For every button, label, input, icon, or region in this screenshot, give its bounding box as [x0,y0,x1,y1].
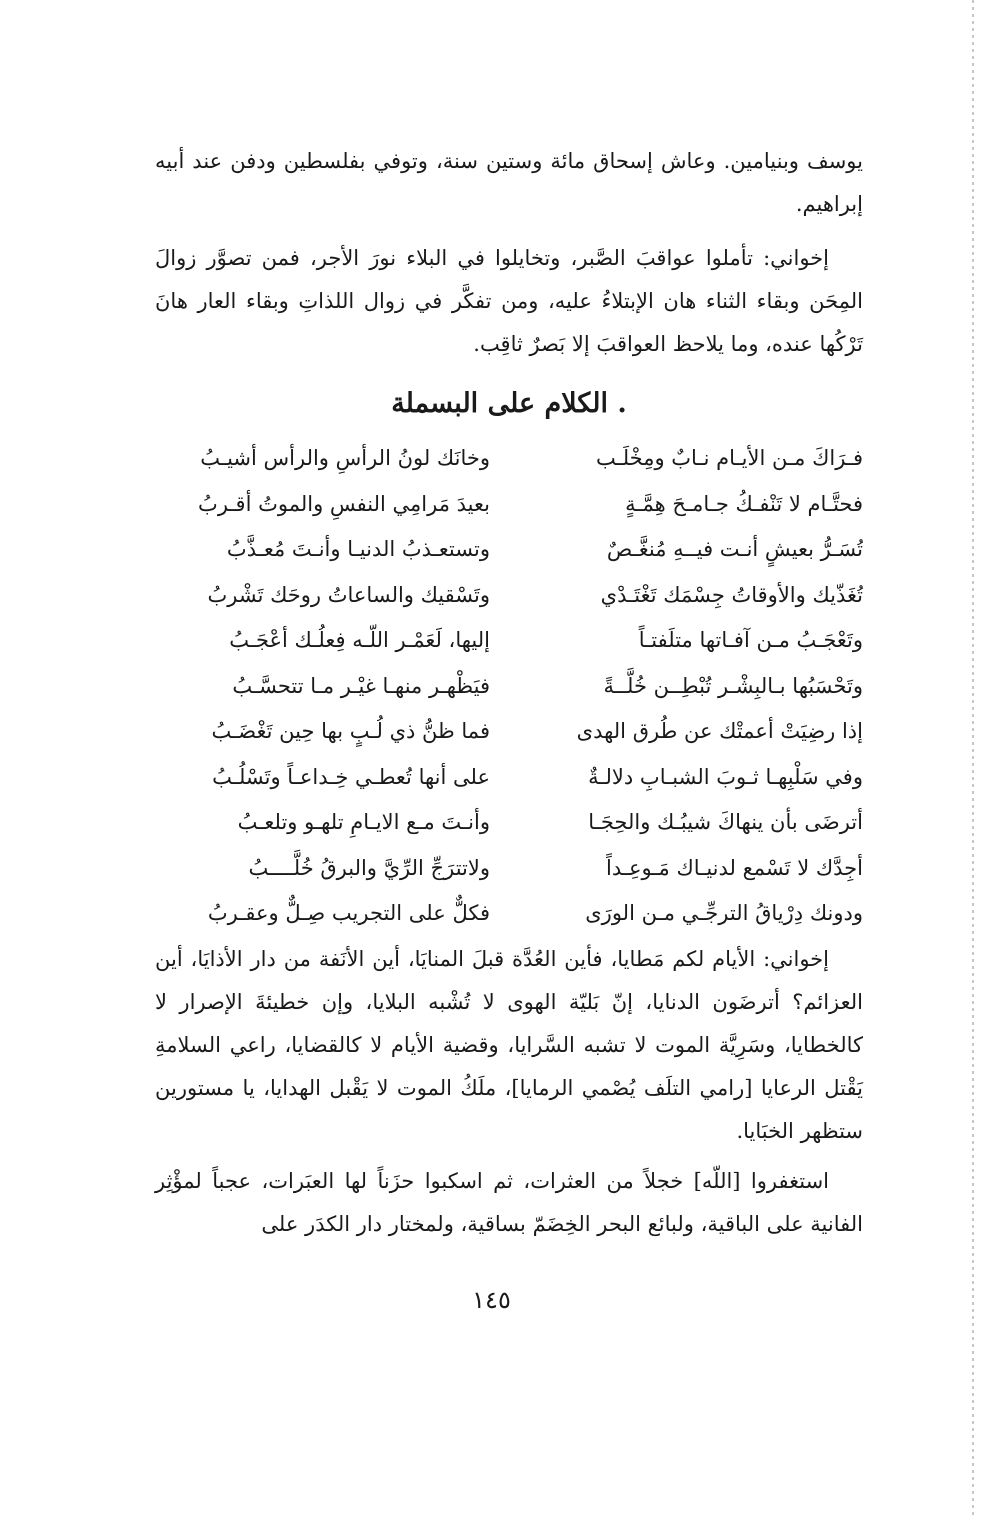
paragraph-days [155,938,863,1153]
verse-first-hemistich: ودونك دِرْياقُ الترجِّـي مـن الورَى [585,901,863,925]
verse-first-hemistich: فـرَاكَ مـن الأيـام نـابٌ ومِخْلَـب [595,446,863,470]
poem-verse [155,618,863,664]
poem-verse [155,891,863,937]
poem-verse [155,482,863,528]
verse-first-hemistich: تُغَذّيك والأوقاتُ جِسْمَك تَغْتَـدْي [600,582,863,607]
section-heading: . الكلام على البسملة [391,388,627,419]
paragraph-continuation [155,140,863,226]
verse-second-hemistich: ولاتترَجِّ الرِّيَّ والبرقُ خُلَّــــبُ [248,855,490,880]
paragraph-text: إخواني: تأملوا عواقبَ الصَّبر، وتخايلوا في البلاء نورَ الأجر، فمن تصوَّر زوالَ المِحَن وبقاء الثناء هان الإبتلاءُ عليه، ومن تفكَّر في زوال اللذاتِ وبقاء العار هانَ تَرْكُها عنده، وما يلاحظ العواقبَ إلا بَصرٌ ثاقِب. [155,246,863,356]
verse-second-hemistich: على أنها تُعطـي خِـداعـاً وتَسْلُـبُ [212,764,490,789]
paragraph-text: يوسف وبنيامين. وعاش إسحاق مائة وستين سنة، وتوفي بفلسطين ودفن عند أبيه إبراهيم. [155,149,863,216]
verse-second-hemistich: إليها، لَعَمْـر اللّـه فِعلُـك أعْجَـبُ [229,628,490,652]
poem-verse [155,664,863,710]
poem [155,436,863,937]
verse-first-hemistich: وتَحْسَبُها بـالبِشْـر تُبْطِــن خُلَّــةً [603,673,863,698]
verse-first-hemistich: وفي سَلْبِهـا ثـوبَ الشبـابِ دلالـةٌ [588,764,863,789]
poem-verse [155,755,863,801]
verse-first-hemistich: وتَعْجَـبُ مـن آفـاتها متلَفتـاً [638,628,863,652]
verse-second-hemistich: وأنـتَ مـع الايـامِ تلهـو وتلعـبُ [237,810,490,834]
paragraph-text: إخواني: الأيام لكم مَطايا، فأين العُدَّة قبلَ المنايَا، أين الأنَفة من دار الأذايَا، أين العزائم؟ أترضَون الدنايا، إنّ بَليّة الهوى لا تُشْبه البلايا، وإن خطيئةَ الإصرار لا كالخطايا، وسَرِيَّة الموت لا تشبه السَّرايا، وقضية الأيام لا كالقضايا، راعي السلامةِ يَقْتل الرعايا [رامي التلَف يُصْمي الرمايا]، ملَكُ الموت لا يَقْبل الهدايا، يا مستورين ستظهر الخبَايا. [155,947,863,1143]
verse-first-hemistich: أترضَى بأن ينهاكَ شيبُـك والحِجَـا [588,810,863,834]
poem-verse [155,436,863,482]
verse-second-hemistich: بعيدَ مَرامِي النفسِ والموتُ أقـربُ [198,491,490,516]
paragraph-text: استغفروا [اللّه] خجلاً من العثرات، ثم اسكبوا حزَناً لها العبَرات، عجباً لمؤْثِر الفانية على الباقية، ولبائع البحر الخِضَمّ بساقية، ولمختار دار الكدَر على [155,1169,863,1236]
paragraph-patience [155,237,863,366]
poem-verse [155,709,863,755]
poem-verse [155,573,863,619]
verse-second-hemistich: فيَظْهـر منهـا غيْـر مـا تتحسَّـبُ [232,673,490,698]
verse-second-hemistich: وخانَك لونُ الرأسِ والرأس أشيـبُ [200,446,490,470]
verse-first-hemistich: فحتَّـام لا تَنْفـكُ جـامـحَ هِمَّـةٍ [625,491,863,516]
paragraph-repentance [155,1160,863,1246]
poem-verse [155,846,863,892]
poem-verse [155,800,863,846]
page-number: ١٤٥ [472,1286,511,1314]
poem-verse [155,527,863,573]
verse-second-hemistich: وتستعـذبُ الدنيـا وأنـتَ مُعـذَّبُ [226,537,490,561]
verse-second-hemistich: فما ظنُّ ذي لُـبٍ بها حِين تَغْضَـبُ [211,719,490,743]
verse-first-hemistich: أجِدَّك لا تَسْمع لدنيـاك مَـوعِـداً [606,855,863,880]
verse-second-hemistich: وتَسْقيك والساعاتُ روحَك تَشْربُ [207,582,490,607]
verse-first-hemistich: تُسَـرُّ بعيشٍ أنـت فيــهِ مُنغَّـصٌ [606,537,863,561]
verse-first-hemistich: إذا رضِيَتْ أعمتْك عن طُرق الهدى [576,719,863,743]
verse-second-hemistich: فكلٌّ على التجريب صِـلٌّ وعقـربُ [207,901,490,925]
